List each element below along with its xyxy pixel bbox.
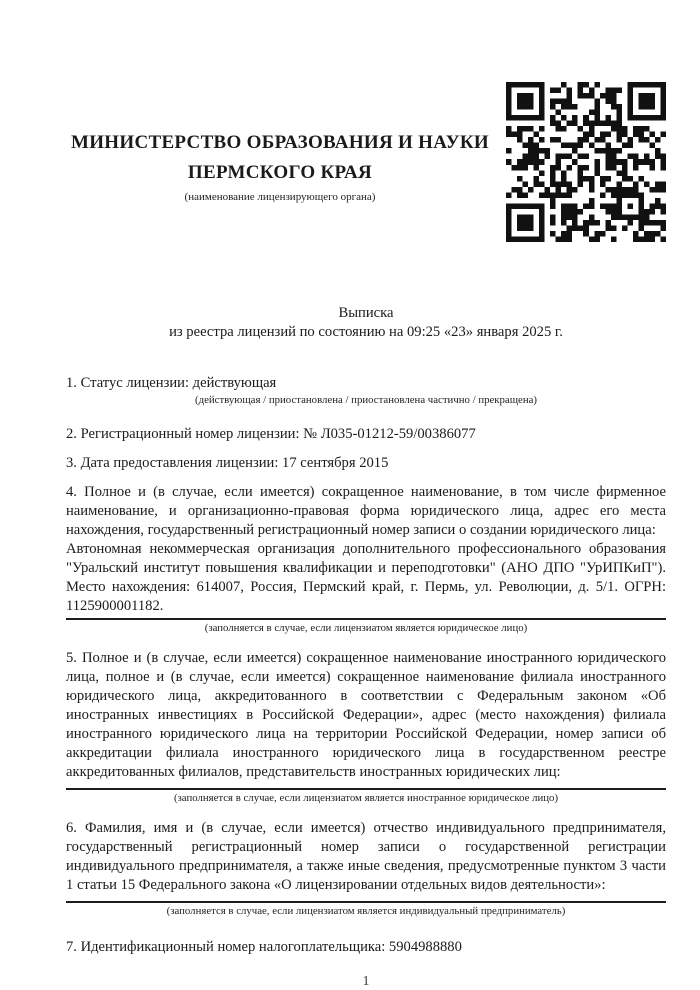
- licensing-authority-caption: (наименование лицензирующего органа): [184, 191, 376, 203]
- item-4-fill-caption: (заполняется в случае, если лицензиатом является юридическое лицо): [204, 622, 528, 634]
- item-1-status-options-caption: (действующая / приостановлена / приостановлена частично / прекращена): [195, 394, 537, 406]
- document-header: [66, 0, 666, 242]
- item-1-license-status: 1. Статус лицензии: действующая: [66, 375, 277, 391]
- item-6-text: 6. Фамилия, имя и (в случае, если имеется) отчество индивидуального предпринимателя, государственный регистрационный номер записи о государственной регистрации индивидуального предпринимателя, а также иные сведения, предусмотренные пунктом 3 части 1 статьи 15 Федерального закона «О лицензировании отдельных видов деятельности»:: [66, 820, 666, 893]
- document-title-line1: Выписка: [338, 305, 394, 321]
- ministry-name-line2: ПЕРМСКОГО КРАЯ: [187, 162, 373, 183]
- item-5-fill-caption: (заполняется в случае, если лицензиатом является иностранное юридическое лицо): [173, 792, 559, 804]
- item-5-fill-line: [66, 788, 666, 790]
- ministry-name-line1: МИНИСТЕРСТВО ОБРАЗОВАНИЯ И НАУКИ: [70, 132, 490, 153]
- item-4-text: 4. Полное и (в случае, если имеется) сокращенное наименование, в том числе фирменное наименование, и организационно-правовая форма юридического лица, адрес его места нахождения, государственный регистрационный номер записи о создании юридического лица:: [66, 484, 666, 538]
- page-number: 1: [362, 973, 370, 988]
- item-6-fill-line: [66, 901, 666, 903]
- item-4-legal-entity: [66, 483, 666, 635]
- document-title-line2: из реестра лицензий по состоянию на 09:25 «23» января 2025 г.: [169, 324, 563, 340]
- qr-code-icon: [506, 82, 666, 242]
- licensing-authority-block: [66, 128, 494, 204]
- licensing-authority-name: [66, 128, 494, 188]
- item-2-registration-number: 2. Регистрационный номер лицензии: № Л035-01212-59/00386077: [66, 426, 476, 442]
- item-6-fill-caption: (заполняется в случае, если лицензиатом является индивидуальный предприниматель): [166, 905, 566, 917]
- item-5-text: 5. Полное и (в случае, если имеется) сокращенное наименование иностранного юридического лица, полное и (в случае, если имеется) сокращенное наименование филиала иностранного юридического лица, аккредитованного в соответствии с Федеральным законом «Об иностранных инвестициях в Российской Федерации», адрес (место нахождения) филиала иностранного юридического лица на территории Российской Федерации, номер записи об аккредитации филиала иностранного юридического лица в государственном реестре аккредитованных филиалов, представительств иностранных юридических лиц:: [66, 650, 666, 780]
- item-4-fill-line: [66, 618, 666, 620]
- item-7-taxpayer-number: 7. Идентификационный номер налогоплательщика: 5904988880: [66, 939, 462, 955]
- document-title: [66, 304, 666, 342]
- item-3-license-date: 3. Дата предоставления лицензии: 17 сентября 2015: [66, 455, 389, 471]
- item-6-individual-entrepreneur: [66, 819, 666, 918]
- item-4-value: Автономная некоммерческая организация дополнительного профессионального образования "Уральский институт повышения квалификации и переподготовки" (АНО ДПО "УрИПКиП"). Место нахождения: 614007, Россия, Пермский край, г. Пермь, ул. Революции, д. 5/1. ОГРН: 1125900001182.: [66, 541, 666, 614]
- item-5-foreign-entity: [66, 649, 666, 805]
